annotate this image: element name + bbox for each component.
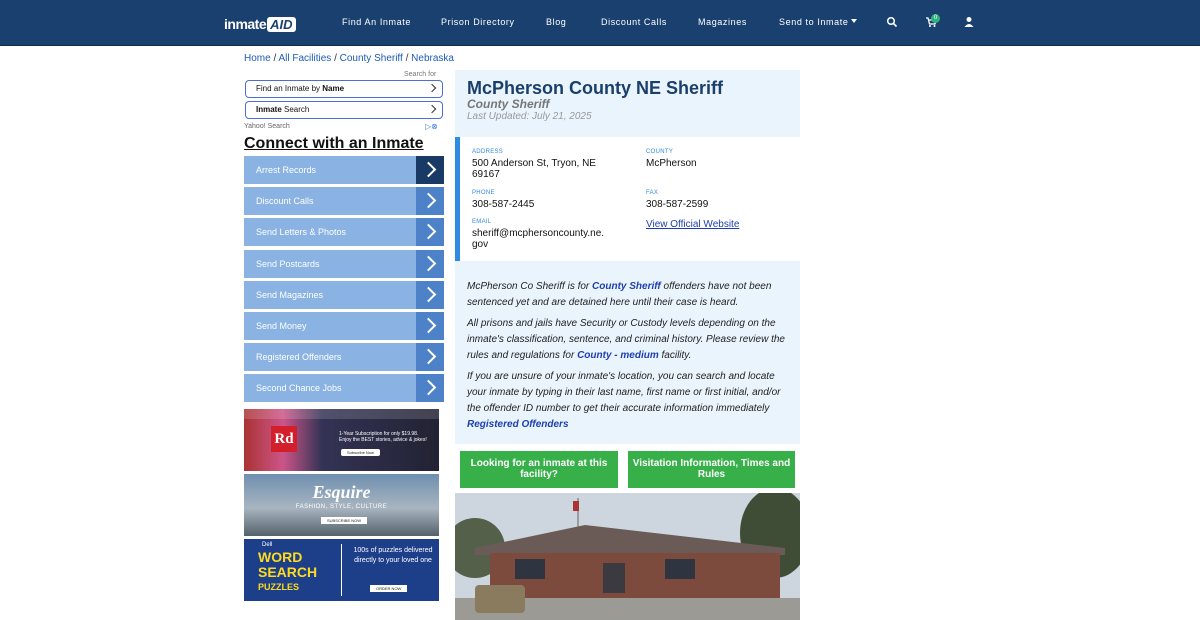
sidebar-item-discount-calls[interactable] (244, 187, 444, 215)
sidebar-item-label: Arrest Records (256, 165, 317, 175)
sidebar-item-send-letters[interactable] (244, 218, 444, 246)
logo-text-1: inmate (224, 16, 267, 32)
ad-magazine-strip (244, 409, 439, 419)
sidebar-item-label: Registered Offenders (256, 352, 342, 362)
site-logo[interactable] (224, 15, 296, 33)
ad-esquire[interactable] (244, 474, 439, 536)
logo-text-2: AID (267, 17, 295, 32)
chevron-right-icon (416, 250, 444, 278)
email-value[interactable]: sheriff@mcphersoncounty.ne.gov (472, 228, 605, 250)
breadcrumb-home[interactable]: Home (244, 53, 271, 64)
sidebar-item-label: Send Money (256, 321, 307, 331)
chevron-right-icon (416, 374, 444, 402)
sidebar-item-label: Discount Calls (256, 196, 314, 206)
registered-offenders-link[interactable]: Registered Offenders (467, 419, 569, 430)
visitation-button[interactable]: Visitation Information, Times and Rules (628, 451, 795, 488)
adchoices-icon[interactable]: ▷⊗ (425, 122, 438, 131)
ad-esquire-logo: Esquire (312, 482, 371, 502)
page-title: McPherson County NE Sheriff (467, 78, 724, 98)
ad-dell-logo: Dell (262, 542, 273, 548)
description-paragraph-2 (467, 316, 789, 364)
nav-blog[interactable]: Blog (546, 17, 567, 27)
breadcrumb-county-sheriff[interactable]: County Sheriff (339, 53, 403, 64)
nav-send-to-inmate-label: Send to Inmate (779, 17, 849, 27)
facility-type: County Sheriff (467, 97, 550, 111)
search-for-label: Search for (404, 71, 437, 78)
search-suggestion-bold: Inmate (256, 105, 282, 114)
email-label: EMAIL (472, 219, 492, 225)
ad-subscribe-button[interactable]: Subscribe Now (341, 449, 380, 456)
ad-esquire-tagline: FASHION, STYLE, CULTURE (295, 504, 388, 510)
chevron-right-icon (416, 156, 444, 184)
sidebar-item-send-postcards[interactable] (244, 250, 444, 278)
chevron-right-icon (416, 187, 444, 215)
fax-value: 308-587-2599 (646, 199, 709, 210)
nav-magazines[interactable]: Magazines (698, 17, 747, 27)
breadcrumb (244, 53, 454, 64)
nav-prison-directory[interactable]: Prison Directory (441, 17, 515, 27)
chevron-right-icon (416, 218, 444, 246)
official-website-link[interactable]: View Official Website (646, 219, 740, 230)
chevron-right-icon (416, 343, 444, 371)
sidebar-item-registered-offenders[interactable] (244, 343, 444, 371)
top-nav (0, 0, 1200, 46)
ad-divider (341, 544, 342, 596)
address-value: 500 Anderson St, Tryon, NE 69167 (472, 158, 596, 180)
description-text: If you are unsure of your inmate's location, you can search and locate your inmate by typing in their last name, first name or first initial, and/or the offender ID number to get their accurate information immediately (467, 371, 781, 414)
ad-word-search-text: 100s of puzzles delivered directly to your loved one (353, 547, 433, 564)
chevron-right-icon (428, 84, 436, 92)
find-inmate-button[interactable]: Looking for an inmate at this facility? (460, 451, 618, 488)
search-suggestion-inmate[interactable] (245, 101, 443, 119)
sidebar-heading: Connect with an Inmate (244, 135, 424, 152)
county-label: COUNTY (646, 149, 674, 155)
breadcrumb-separator: / (273, 53, 277, 64)
website-value (646, 219, 739, 230)
ad-readers-digest-logo: Rd (271, 426, 297, 452)
facility-info-box (455, 137, 800, 261)
sidebar-item-arrest-records[interactable] (244, 156, 444, 184)
ad-order-button[interactable]: ORDER NOW (370, 585, 407, 592)
breadcrumb-nebraska[interactable]: Nebraska (411, 53, 454, 64)
search-suggestion-name[interactable] (245, 80, 443, 98)
nav-discount-calls[interactable]: Discount Calls (601, 17, 667, 27)
search-suggestion-prefix: Find an Inmate by (256, 84, 323, 93)
description-text: facility. (658, 350, 692, 361)
ad-subscribe-button[interactable]: SUBSCRIBE NOW (321, 517, 367, 524)
address-label: ADDRESS (472, 149, 504, 155)
cart-count-badge: 0 (931, 14, 940, 23)
phone-label: PHONE (472, 190, 495, 196)
facility-photo (455, 493, 800, 620)
sidebar-item-send-magazines[interactable] (244, 281, 444, 309)
ad-title-line-1: WORD (258, 549, 303, 565)
breadcrumb-separator: / (405, 53, 409, 64)
user-icon[interactable] (963, 16, 975, 28)
ad-title-line-2: SEARCH (258, 564, 318, 580)
search-icon[interactable] (886, 16, 898, 28)
description-text: McPherson Co Sheriff is for (467, 281, 593, 292)
description-text: All prisons and jails have Security or Custody levels depending on the inmate's classification, sentence, and criminal history. Please review the rules and regulations for (467, 318, 785, 361)
breadcrumb-separator: / (334, 53, 337, 64)
description-paragraph-3 (467, 369, 789, 433)
security-level-link[interactable]: County - medium (577, 350, 659, 361)
description-text: offenders have not been sentenced yet and are detained here until their case is heard. (467, 281, 772, 308)
sidebar-item-send-money[interactable] (244, 312, 444, 340)
nav-find-an-inmate[interactable]: Find An Inmate (342, 17, 411, 27)
nav-send-to-inmate[interactable] (779, 17, 857, 27)
ad-word-search[interactable] (244, 539, 439, 601)
sidebar-item-label: Second Chance Jobs (256, 383, 342, 393)
ad-readers-digest[interactable] (244, 409, 439, 471)
search-provider: Yahoo! Search (244, 123, 290, 130)
ad-readers-digest-text: 1-Year Subscription for only $19.98. Enjoy the BEST stories, advice & jokes! (339, 431, 427, 443)
sidebar-item-label: Send Postcards (256, 259, 320, 269)
ad-word-search-title (258, 543, 317, 595)
chevron-right-icon (428, 105, 436, 113)
search-suggestion-suffix: Search (281, 105, 310, 114)
phone-value[interactable]: 308-587-2445 (472, 199, 535, 210)
sidebar-item-second-chance-jobs[interactable] (244, 374, 444, 402)
chevron-right-icon (416, 281, 444, 309)
last-updated: Last Updated: July 21, 2025 (467, 111, 592, 122)
search-suggestion-bold: Name (322, 84, 345, 93)
facility-photo-image (455, 493, 800, 620)
ad-title-line-3: PUZZLES (258, 582, 300, 592)
sidebar-item-label: Send Magazines (256, 290, 324, 300)
county-sheriff-link[interactable]: County Sheriff (592, 281, 661, 292)
fax-label: FAX (646, 190, 659, 196)
chevron-down-icon (851, 19, 857, 23)
chevron-right-icon (416, 312, 444, 340)
county-value: McPherson (646, 158, 697, 169)
breadcrumb-all-facilities[interactable]: All Facilities (278, 53, 332, 64)
sidebar-item-label: Send Letters & Photos (256, 227, 347, 237)
description-paragraph-1 (467, 279, 789, 311)
